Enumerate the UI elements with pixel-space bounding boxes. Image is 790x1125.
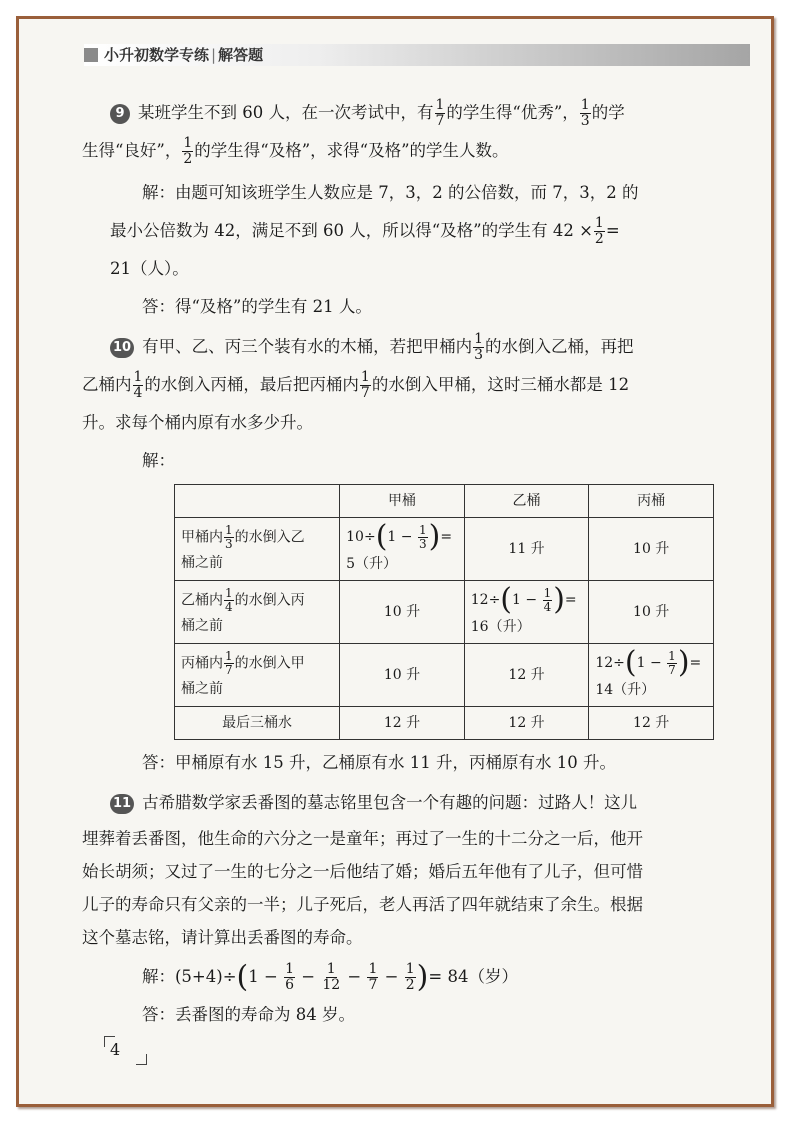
q10-number-badge: 10 xyxy=(110,338,134,358)
q11-solution: 解：(5+4)÷(1 − $\frac{1}{6}$ − $\frac{1}{12}$ − $\frac{1}{7}$ − $\frac{1}{2}$ )= 84（岁） xyxy=(142,959,518,995)
row-label: 甲桶内 $\frac{1}{3}$ 的水倒入乙 桶之前 xyxy=(175,518,340,581)
q11-line4: 儿子的寿命只有父亲的一半；儿子死后，老人再活了四年就结束了余生。根据 xyxy=(82,895,643,914)
q11-line5: 这个墓志铭，请计算出丢番图的寿命。 xyxy=(82,928,363,947)
q10-table xyxy=(174,484,714,740)
cell-calc: 12÷(1 − $\frac{1}{4}$ )= 16（升） xyxy=(464,581,589,644)
cell-calc: 12÷(1 − $\frac{1}{7}$ )= 14（升） xyxy=(589,644,714,707)
q11-number-badge: 11 xyxy=(110,794,134,814)
table-header-bing: 丙桶 xyxy=(589,485,714,518)
q9-answer: 答：得“及格”的学生有 21 人。 xyxy=(142,297,372,316)
q11-line3: 始长胡须；又过了一生的七分之一后他结了婚；婚后五年他有了儿子，但可惜 xyxy=(82,862,643,881)
row-label: 乙桶内 $\frac{1}{4}$ 的水倒入丙 桶之前 xyxy=(175,581,340,644)
page-number: 4 xyxy=(110,1040,121,1059)
cell: 12 升 xyxy=(464,707,589,740)
cell: 10 升 xyxy=(589,581,714,644)
cell: 12 升 xyxy=(464,644,589,707)
fraction: $\frac{1}{12}$ xyxy=(322,961,341,993)
cell: 10 升 xyxy=(340,581,465,644)
table-row xyxy=(175,518,714,581)
q9-solution-line2: 最小公倍数为 42，满足不到 60 人，所以得“及格”的学生有 42 × $\frac{1}{2}$ = xyxy=(110,215,620,247)
q9-line1: 9 某班学生不到 60 人，在一次考试中，有 $\frac{1}{7}$ 的学生得“优秀”， $\frac{1}{3}$ 的学 xyxy=(110,94,750,132)
cell: 10 升 xyxy=(589,518,714,581)
cell-calc: 10÷(1 − $\frac{1}{3}$ )= 5（升） xyxy=(340,518,465,581)
table-row xyxy=(175,581,714,644)
fraction: $\frac{1}{2}$ xyxy=(183,135,193,167)
table-header-jia: 甲桶 xyxy=(340,485,465,518)
page-header xyxy=(84,44,750,66)
header-title: 小升初数学专练 | 解答题 xyxy=(104,46,264,64)
fraction: $\frac{1}{7}$ xyxy=(435,97,445,129)
fraction: $\frac{1}{3}$ xyxy=(474,331,484,363)
fraction: $\frac{1}{6}$ xyxy=(285,961,294,993)
cell: 12 升 xyxy=(589,707,714,740)
header-square-icon xyxy=(84,48,98,62)
q11-line1: 11 古希腊数学家丢番图的墓志铭里包含一个有趣的问题：过路人！这儿 xyxy=(110,784,750,822)
row-label: 最后三桶水 xyxy=(175,707,340,740)
q10-line1: 10 有甲、乙、丙三个装有水的木桶，若把甲桶内 $\frac{1}{3}$ 的水倒入乙桶，再把 xyxy=(110,328,750,366)
q9-solution-line1: 解：由题可知该班学生人数应是 7，3，2 的公倍数，而 7，3，2 的 xyxy=(142,183,639,202)
q9-line2: 生得“良好”， $\frac{1}{2}$ 的学生得“及格”，求得“及格”的学生人数。 xyxy=(82,135,509,167)
header-section: 解答题 xyxy=(218,46,264,64)
cell: 10 升 xyxy=(340,644,465,707)
cell: 12 升 xyxy=(340,707,465,740)
q11-answer: 答：丢番图的寿命为 84 岁。 xyxy=(142,1005,355,1024)
q10-line3: 升。求每个桶内原有水多少升。 xyxy=(82,413,313,432)
fraction: $\frac{1}{2}$ xyxy=(594,215,604,247)
q10-solution-label: 解： xyxy=(142,451,175,470)
fraction: $\frac{1}{2}$ xyxy=(405,961,415,993)
q10-answer: 答：甲桶原有水 15 升，乙桶原有水 11 升，丙桶原有水 10 升。 xyxy=(142,753,616,772)
cell: 11 升 xyxy=(464,518,589,581)
table-header-row xyxy=(175,485,714,518)
page-number-corner-right xyxy=(136,1054,147,1065)
q9-solution-line3: 21（人）。 xyxy=(110,259,189,278)
table-header-empty xyxy=(175,485,340,518)
fraction: $\frac{1}{4}$ xyxy=(133,369,143,401)
q9-number-badge: 9 xyxy=(110,104,130,124)
row-label: 丙桶内 $\frac{1}{7}$ 的水倒入甲 桶之前 xyxy=(175,644,340,707)
table-row xyxy=(175,644,714,707)
page-content xyxy=(82,94,750,1034)
fraction: $\frac{1}{7}$ xyxy=(368,961,378,993)
q11-line2: 埋葬着丢番图，他生命的六分之一是童年；再过了一生的十二分之一后，他开 xyxy=(82,829,643,848)
q10-line2: 乙桶内 $\frac{1}{4}$ 的水倒入丙桶，最后把丙桶内 $\frac{1}{7}$ 的水倒入甲桶，这时三桶水都是 12 xyxy=(82,369,630,401)
header-series: 小升初数学专练 xyxy=(104,46,210,64)
fraction: $\frac{1}{7}$ xyxy=(360,369,370,401)
fraction: $\frac{1}{3}$ xyxy=(580,97,590,129)
table-header-yi: 乙桶 xyxy=(464,485,589,518)
table-row xyxy=(175,707,714,740)
